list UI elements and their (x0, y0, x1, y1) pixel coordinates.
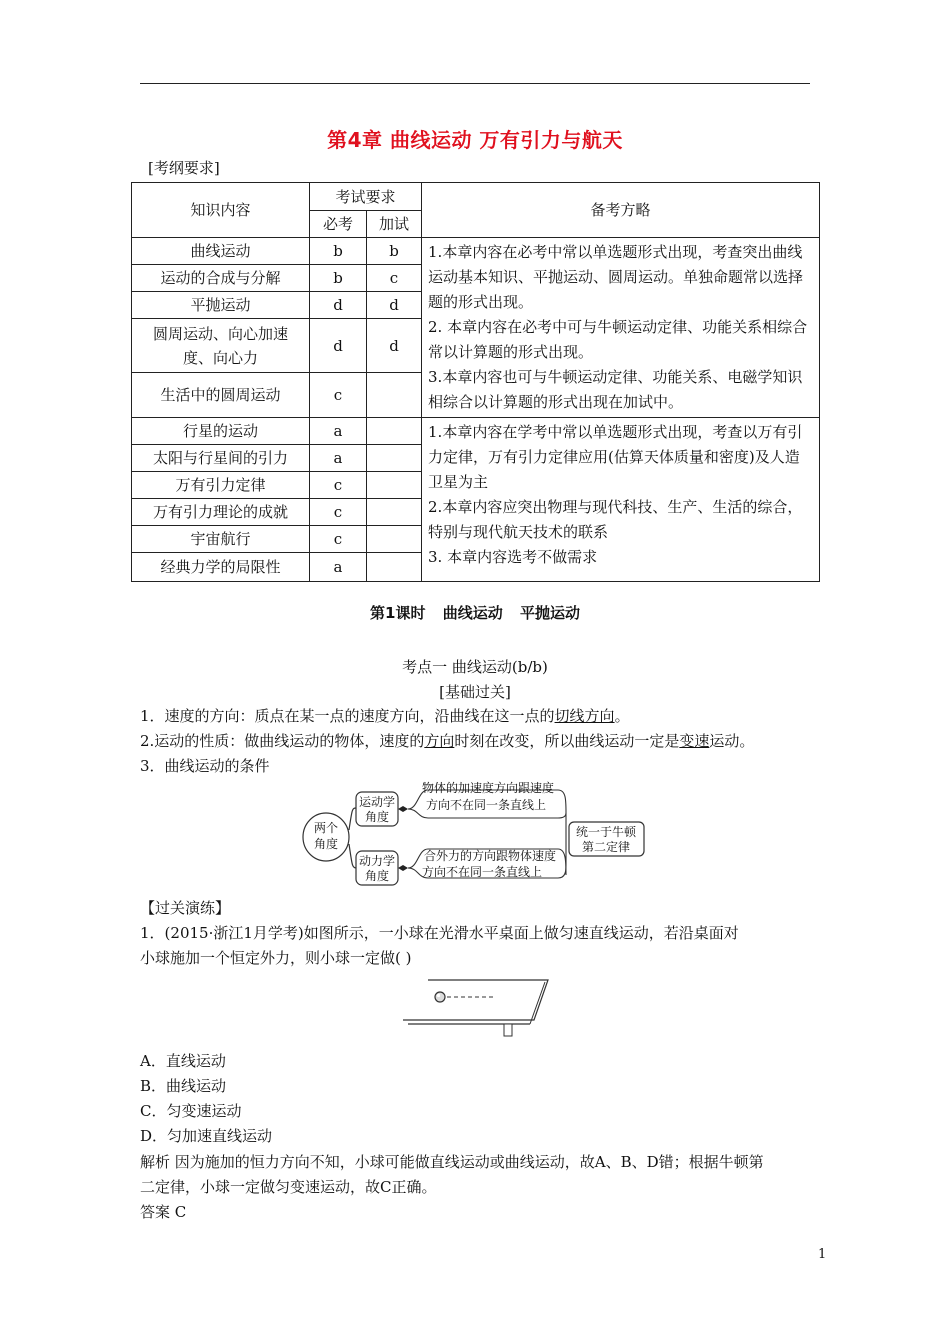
row-added (367, 553, 422, 582)
strategy-cell-1 (422, 238, 820, 418)
underlined-term: 切线方向 (554, 707, 615, 725)
row-name: 平抛运动 (132, 292, 310, 319)
bottom-text-1: 合外力的方向跟物体速度 (423, 849, 557, 863)
practice-heading: 【过关演练】 (140, 899, 231, 917)
row-name: 行星的运动 (132, 418, 310, 445)
header-knowledge: 知识内容 (132, 183, 310, 238)
top-box-label-1: 运动学 (358, 795, 396, 809)
underlined-term: 变速 (679, 732, 710, 750)
bottom-box-label-2: 角度 (364, 869, 390, 883)
page-number: 1 (818, 1247, 827, 1262)
strategy-1-item: 2. 本章内容在必考中可与牛顿运动定律、功能关系相综合常以计算题的形式出现。 (428, 318, 808, 361)
curved-motion-condition-diagram (300, 780, 650, 890)
lesson-topic-2: 平抛运动 (519, 604, 580, 622)
lesson-topic-1: 曲线运动 (442, 604, 503, 622)
row-added (367, 472, 422, 499)
row-required: c (310, 472, 367, 499)
row-required: a (310, 445, 367, 472)
strategy-2-item: 3. 本章内容选考不做需求 (428, 548, 598, 566)
row-added (367, 418, 422, 445)
top-text-1: 物体的加速度方向跟速度 (421, 781, 555, 795)
option-d: D．匀加速直线运动 (140, 1127, 273, 1145)
exam-requirements-table (131, 182, 820, 582)
basic-point-3: 3．曲线运动的条件 (140, 757, 270, 775)
row-name: 曲线运动 (132, 238, 310, 265)
option-c: C．匀变速运动 (140, 1102, 242, 1120)
strategy-cell-2 (422, 418, 820, 582)
row-required: c (310, 499, 367, 526)
row-name: 万有引力理论的成就 (132, 499, 310, 526)
row-added: b (367, 238, 422, 265)
row-added: d (367, 292, 422, 319)
row-name: 宇宙航行 (132, 526, 310, 553)
right-box-label-1: 统一于牛顿 (575, 825, 637, 839)
row-added (367, 372, 422, 417)
row-required: d (310, 292, 367, 319)
strategy-2-item: 2.本章内容应突出物理与现代科技、生产、生活的综合，特别与现代航天技术的联系 (428, 498, 803, 541)
question-1-line-2: 小球施加一个恒定外力，则小球一定做( ) (140, 949, 412, 967)
ball-on-table-figure (400, 976, 552, 1038)
row-required: a (310, 553, 367, 582)
top-box-label-2: 角度 (364, 810, 390, 824)
basic-point-1: 1．速度的方向：质点在某一点的速度方向，沿曲线在这一点的切线方向。 (140, 707, 630, 725)
row-required: d (310, 319, 367, 372)
row-added (367, 445, 422, 472)
right-box-label-2: 第二定律 (581, 840, 631, 854)
row-name: 太阳与行星间的引力 (132, 445, 310, 472)
strategy-1-item: 1.本章内容在必考中常以单选题形式出现，考查突出曲线运动基本知识、平抛运动、圆周运动。单独命题常以选择题的形式出现。 (428, 243, 804, 311)
top-text-2: 方向不在同一条直线上 (425, 798, 547, 812)
row-required: c (310, 372, 367, 417)
bottom-text-2: 方向不在同一条直线上 (421, 865, 543, 879)
row-name: 生活中的圆周运动 (132, 372, 310, 417)
top-rule (140, 83, 810, 84)
header-added: 加试 (367, 211, 422, 238)
option-a: A．直线运动 (140, 1052, 226, 1070)
analysis-line-1: 解析 因为施加的恒力方向不知，小球可能做直线运动或曲线运动，故A、B、D错；根据牛顿第 (140, 1153, 764, 1171)
lesson-title (0, 602, 950, 623)
strategy-1-item: 3.本章内容也可与牛顿运动定律、功能关系、电磁学知识相综合以计算题的形式出现在加试中。 (428, 368, 803, 411)
row-required: b (310, 265, 367, 292)
header-required: 必考 (310, 211, 367, 238)
row-required: a (310, 418, 367, 445)
knowledge-point-title: 考点一 曲线运动(b/b) (402, 658, 548, 676)
option-b: B．曲线运动 (140, 1077, 227, 1095)
center-label-1: 两个 (313, 821, 339, 835)
row-name: 运动的合成与分解 (132, 265, 310, 292)
row-added (367, 499, 422, 526)
header-exam-req: 考试要求 (310, 183, 422, 211)
center-label-2: 角度 (313, 837, 339, 851)
row-added: d (367, 319, 422, 372)
section-label: [考纲要求] (148, 159, 220, 177)
strategy-2-item: 1.本章内容在学考中常以单选题形式出现，考查以万有引力定律，万有引力定律应用(估算天体质量和密度)及人造卫星为主 (428, 423, 803, 491)
chapter-title: 第4章 曲线运动 万有引力与航天 (327, 128, 623, 152)
basic-point-2: 2.运动的性质：做曲线运动的物体，速度的方向时刻在改变，所以曲线运动一定是变速运动。 (140, 732, 755, 750)
row-added (367, 526, 422, 553)
lesson-number: 第1课时 (370, 604, 426, 622)
row-added: c (367, 265, 422, 292)
row-name: 圆周运动、向心加速度、向心力 (132, 319, 310, 372)
answer: 答案 C (140, 1203, 187, 1221)
analysis-line-2: 二定律，小球一定做匀变速运动，故C正确。 (140, 1178, 437, 1196)
question-1-line-1: 1．(2015·浙江1月学考)如图所示，一小球在光滑水平桌面上做匀速直线运动，若沿桌面对 (140, 924, 739, 942)
underlined-term: 方向 (424, 732, 455, 750)
bottom-box-label-1: 动力学 (358, 854, 396, 868)
row-required: b (310, 238, 367, 265)
row-required: c (310, 526, 367, 553)
row-name: 万有引力定律 (132, 472, 310, 499)
header-strategy: 备考方略 (422, 183, 820, 238)
row-name: 经典力学的局限性 (132, 553, 310, 582)
knowledge-point-subtitle: [基础过关] (439, 683, 511, 701)
